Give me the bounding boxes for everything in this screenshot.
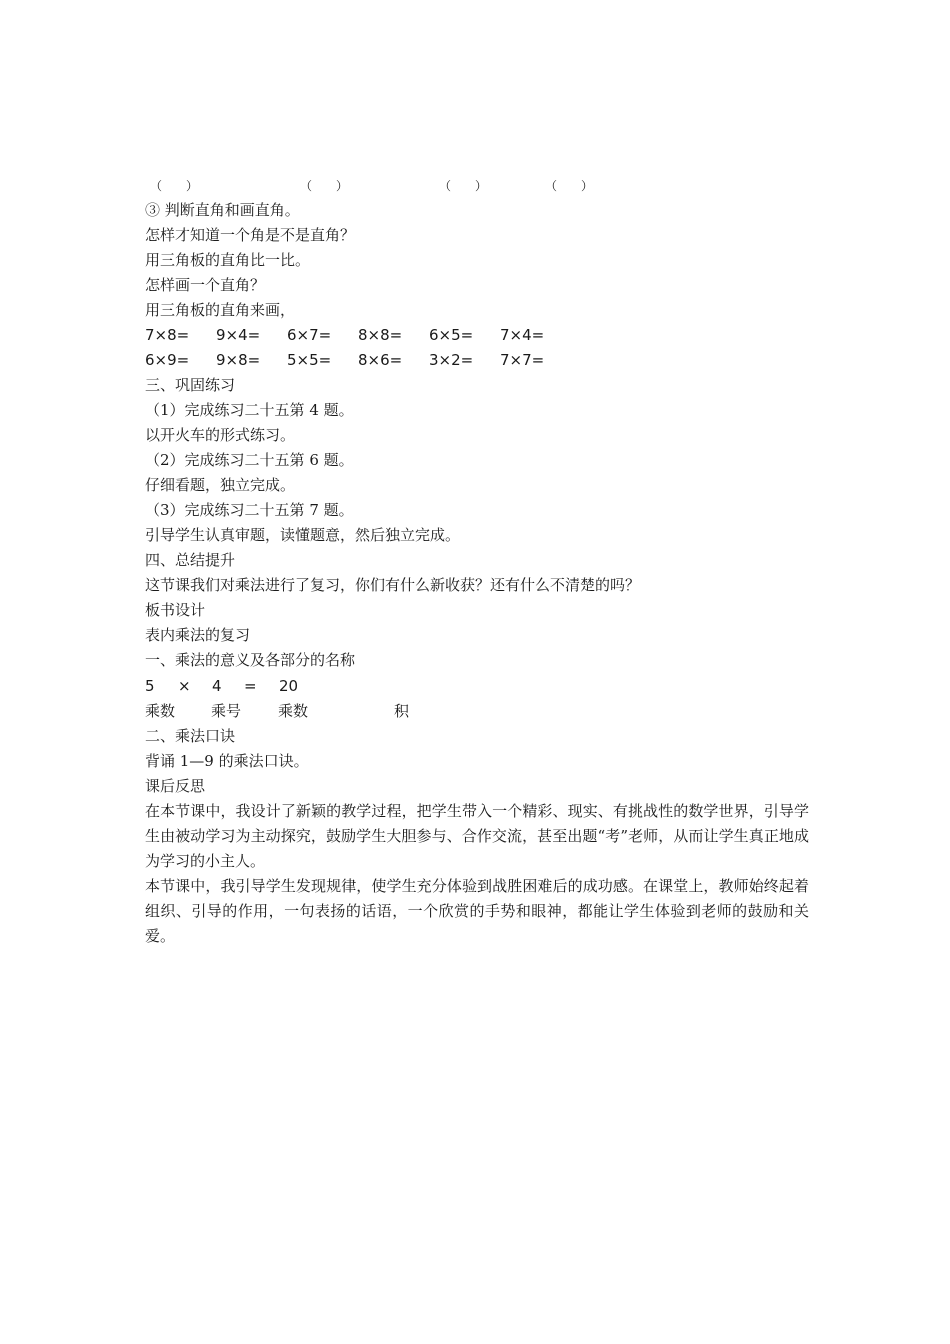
label-factor2: 乘数	[278, 702, 309, 720]
answer-blank: （ ）	[545, 179, 594, 193]
answer-blank: （ ）	[439, 179, 488, 193]
multiplication-item: 8×8=	[358, 326, 403, 344]
text-line: 这节课我们对乘法进行了复习，你们有什么新收获？还有什么不清楚的吗？	[145, 576, 641, 594]
multiplication-item: 8×6=	[358, 351, 403, 369]
multiplication-item: 6×7=	[287, 326, 332, 344]
equation-result: 20	[279, 677, 299, 695]
multiplication-row	[145, 323, 815, 348]
multiplication-item: 9×4=	[216, 326, 261, 344]
label-factor1: 乘数	[145, 702, 176, 720]
reflection-paragraph: 本节课中，我引导学生发现规律，使学生充分体验到战胜困难后的成功感。在课堂上，教师始终起着组织、引导的作用，一句表扬的话语，一个欣赏的手势和眼神，都能让学生体验到老师的鼓励和关爱。	[145, 877, 809, 945]
multiplication-item: 5×5=	[287, 351, 332, 369]
equation-labels-row	[145, 699, 815, 724]
text-line: 用三角板的直角比一比。	[145, 251, 311, 269]
text-line: 怎样画一个直角？	[145, 276, 266, 294]
section-heading: 二、乘法口诀	[145, 727, 236, 745]
multiplication-item: 3×2=	[429, 351, 474, 369]
text-line: （1）完成练习二十五第 4 题。	[145, 401, 354, 419]
multiplication-item: 7×7=	[500, 351, 545, 369]
answer-blanks-row	[145, 174, 815, 198]
multiplication-item: 6×9=	[145, 351, 190, 369]
text-line: 仔细看题，独立完成。	[145, 476, 296, 494]
equation-factor-b: 4	[212, 677, 222, 695]
multiplication-item: 9×8=	[216, 351, 261, 369]
multiplication-item: 6×5=	[429, 326, 474, 344]
label-product: 积	[394, 702, 410, 720]
text-line: ③ 判断直角和画直角。	[145, 201, 300, 219]
section-heading: 课后反思	[145, 777, 206, 795]
text-line: 以开火车的形式练习。	[145, 426, 296, 444]
multiplication-item: 7×4=	[500, 326, 545, 344]
equation-equals-sign: =	[244, 677, 257, 695]
text-line: 表内乘法的复习	[145, 626, 251, 644]
text-line: 背诵 1—9 的乘法口诀。	[145, 752, 309, 770]
multiplication-row	[145, 348, 815, 373]
text-line: 用三角板的直角来画，	[145, 301, 296, 319]
answer-blank: （ ）	[150, 179, 199, 193]
equation-row	[145, 673, 815, 699]
section-heading: 三、巩固练习	[145, 376, 236, 394]
section-heading: 板书设计	[145, 601, 206, 619]
label-sign: 乘号	[211, 702, 242, 720]
reflection-paragraph: 在本节课中，我设计了新颖的教学过程，把学生带入一个精彩、现实、有挑战性的数学世界，引导学生由被动学习为主动探究，鼓励学生大胆参与、合作交流，甚至出题“考”老师，从而让学生真正地成为学习的小主人。	[145, 802, 809, 870]
multiplication-item: 7×8=	[145, 326, 190, 344]
text-line: （2）完成练习二十五第 6 题。	[145, 451, 354, 469]
equation-times-sign: ×	[178, 677, 191, 695]
document-page	[145, 174, 815, 949]
answer-blank: （ ）	[300, 179, 349, 193]
text-line: 怎样才知道一个角是不是直角？	[145, 226, 356, 244]
section-heading: 一、乘法的意义及各部分的名称	[145, 651, 356, 669]
text-line: 引导学生认真审题，读懂题意，然后独立完成。	[145, 526, 461, 544]
equation-factor-a: 5	[145, 677, 155, 695]
text-line: （3）完成练习二十五第 7 题。	[145, 501, 354, 519]
section-heading: 四、总结提升	[145, 551, 236, 569]
